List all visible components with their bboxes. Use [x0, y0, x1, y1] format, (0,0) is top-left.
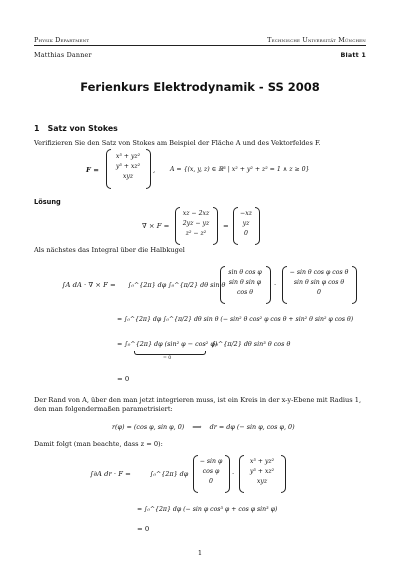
integral-line2: = ∫₀^{2π} dφ ∫₀^{π/2} dθ sin θ (− sin² θ cos² φ cos θ + sin² θ sin² φ cos θ): [117, 316, 354, 323]
integral-vec-b-row: 0: [317, 289, 321, 296]
integral-line1: ∫₀^{2π} dφ ∫₀^{π/2} dθ sin θ: [128, 281, 226, 289]
integral-vec-b-row: − sin θ cos φ cos θ: [289, 269, 349, 276]
line-integral-line2: = ∫₀^{2π} dφ (− sin φ cos³ φ + cos φ sin³ φ): [137, 506, 278, 513]
integral-line3b: ∫₀^{π/2} dθ sin³ θ cos θ: [212, 340, 291, 348]
section-title: Satz von Stokes: [47, 124, 118, 133]
page-title: Ferienkurs Elektrodynamik - SS 2008: [80, 80, 320, 94]
curl-vec2-row: yz: [242, 220, 250, 227]
line-integral-vec-b: [243, 457, 281, 487]
line-integral-line3: = 0: [137, 525, 150, 533]
eq1-lhs: F =: [86, 166, 99, 174]
header-department: Physik Department: [34, 36, 90, 44]
integral-vec-b: [286, 268, 352, 298]
eq1-paren-right: [146, 149, 151, 189]
line-integral-vec-a-row: 0: [209, 478, 213, 485]
header-sheet: Blatt 1: [340, 51, 366, 59]
line-integral-lhs: ∫∂A dr · F =: [90, 470, 131, 478]
curl-vec1-row: xz − 2xz: [182, 210, 210, 217]
integral-vec-a-paren-right: [266, 266, 271, 304]
header-divider-top: [34, 45, 366, 46]
integral-vec-a-row: cos θ: [236, 289, 254, 296]
integral-intro-text: Als nächstes das Integral über die Halbkugel: [34, 246, 185, 254]
line-integral-dot: ·: [232, 470, 235, 478]
integral-underbrace: [134, 351, 206, 355]
curl-vec1-paren-right: [213, 207, 218, 245]
curl-lhs: ∇ × F =: [142, 222, 170, 230]
integral-dot: ·: [274, 281, 277, 289]
integral-vec-a: [224, 268, 266, 298]
line-integral-vec-a: [197, 457, 225, 487]
curl-vec1-row: 2yz − yz: [182, 220, 210, 227]
integral-vec-a-row: sin θ sin φ: [228, 279, 262, 286]
line-integral-vec-b-paren-right: [281, 455, 286, 493]
curl-vec2-paren-right: [255, 207, 260, 245]
integral-vec-b-paren-right: [352, 266, 357, 304]
line-integral-line1: ∫₀^{2π} dφ: [150, 470, 189, 478]
section-heading: [34, 124, 118, 133]
boundary-text: Der Rand von A, über den man jetzt integrieren muss, ist ein Kreis in der x-y-Ebene mit Radius 1, den man folgendermaßen parametrisiert:: [34, 396, 362, 413]
curl-vec1-row: z² − z²: [185, 230, 207, 237]
line-integral-vec-a-paren-right: [225, 455, 230, 493]
curl-vec1: [179, 209, 213, 239]
solution-label: Lösung: [34, 198, 61, 206]
eq1-vector-row: x³ + yz²: [115, 153, 141, 160]
line-integral-vec-a-row: cos φ: [202, 468, 220, 475]
then-text: Damit folgt (man beachte, dass z = 0):: [34, 440, 163, 448]
integral-line4: = 0: [117, 375, 130, 383]
header-author: Matthias Danner: [34, 51, 92, 59]
integral-underbrace-label: = 0: [163, 356, 172, 361]
integral-vec-b-row: sin θ sin φ cos θ: [293, 279, 345, 286]
line-integral-vec-b-row: x³ + yz²: [249, 458, 275, 465]
curl-vec2: [237, 209, 255, 239]
eq1-comma: ,: [153, 166, 156, 174]
integral-line3a: = ∫₀^{2π} dφ (sin² φ − cos² φ): [117, 340, 218, 348]
eq1-set: A = {(x, y, z) ∈ ℝ³ | x² + y² + z² = 1 ∧ z ≥ 0}: [170, 166, 310, 173]
line-integral-vec-b-row: y³ + xz²: [249, 468, 275, 475]
line-integral-vec-b-row: xyz: [256, 478, 268, 485]
page-number: 1: [197, 549, 203, 557]
integral-lhs: ∫A dA · ∇ × F =: [62, 281, 116, 289]
intro-text: Verifizieren Sie den Satz von Stokes am Beispiel der Fläche A und des Vektorfeldes F.: [34, 139, 321, 147]
curl-equals: =: [223, 222, 229, 230]
section-number: 1: [34, 124, 40, 133]
line-integral-vec-a-row: − sin φ: [199, 458, 223, 465]
curl-vec2-row: 0: [244, 230, 248, 237]
parametrization: r(φ) = (cos φ, sin φ, 0) ⟹ dr = dφ (− sin φ, cos φ, 0): [112, 423, 295, 431]
eq1-vector-row: y³ + xz²: [115, 163, 141, 170]
eq1-vector: [110, 152, 146, 182]
integral-vec-a-row: sin θ cos φ: [228, 269, 262, 276]
curl-vec2-row: −xz: [240, 210, 252, 217]
header-university: Technische Universität München: [267, 36, 366, 44]
eq1-vector-row: xyz: [122, 173, 134, 180]
